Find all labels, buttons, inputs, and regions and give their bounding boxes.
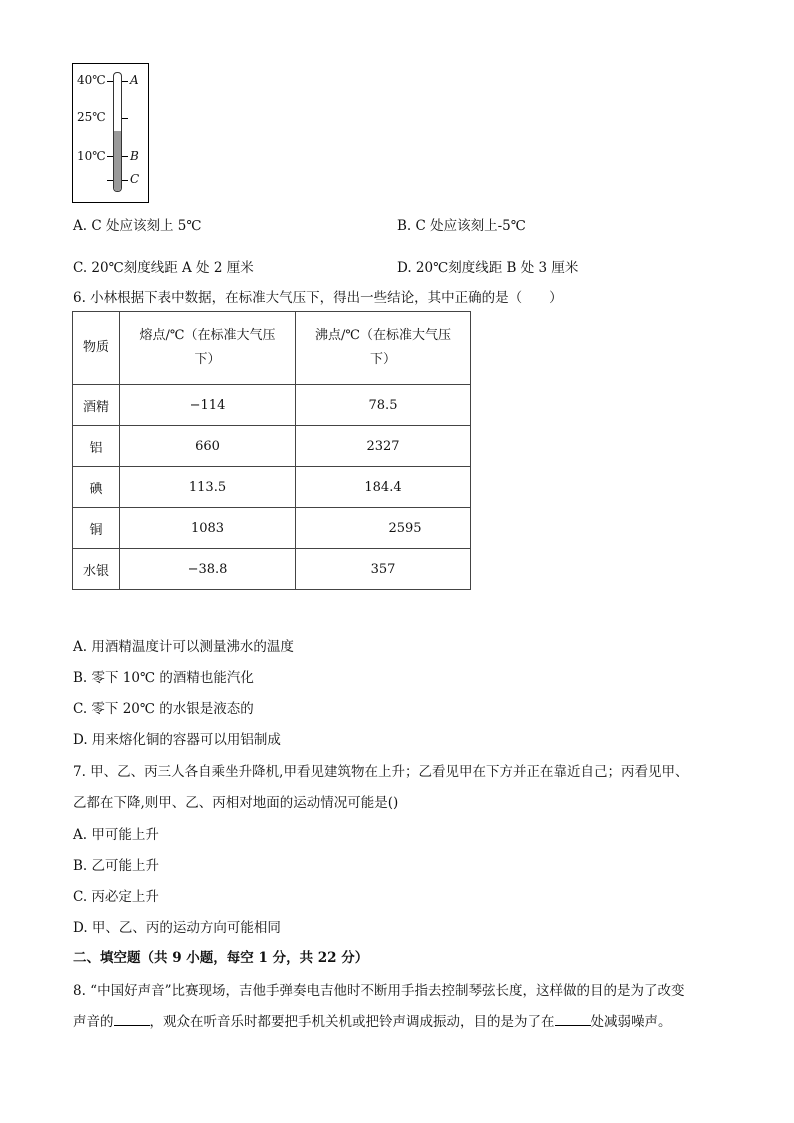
table-row [73,467,471,508]
q7-stem-line1: 7. 甲、乙、丙三人各自乘坐升降机,甲看见建筑物在上升；乙看见甲在下方并正在靠近自己；丙看见甲、 [73,764,689,780]
letter-b: B [130,149,139,163]
thermometer-liquid [114,131,121,191]
q7-option-d: D. 甲、乙、丙的运动方向可能相同 [73,920,281,936]
table-cell: 铜 [73,508,120,549]
q7-option-b: B. 乙可能上升 [73,858,160,874]
q5-option-b: B. C 处应该刻上-5℃ [397,218,526,234]
header-melting-point [120,312,296,385]
header-melting-line1: 熔点/℃（在标准大气压 [139,328,276,343]
answer-blank-2[interactable] [555,1013,591,1026]
tick-c-right [122,180,128,181]
table-cell: 酒精 [73,385,120,426]
q6-stem: 6. 小林根据下表中数据，在标准大气压下，得出一些结论，其中正确的是（ ） [73,290,563,306]
q8-text-part1: 声音的 [73,1014,114,1030]
data-table [72,311,471,590]
table-cell: 1083 [120,508,296,549]
q6-option-c: C. 零下 20℃ 的水银是液态的 [73,701,254,717]
q5-option-d: D. 20℃刻度线距 B 处 3 厘米 [397,260,579,276]
q6-option-d: D. 用来熔化铜的容器可以用铝制成 [73,732,281,748]
table-cell: −38.8 [120,549,296,590]
q8-line2 [73,1010,672,1030]
q5-option-c: C. 20℃刻度线距 A 处 2 厘米 [73,260,254,276]
thermometer-tube [113,72,122,192]
tick-10-right [122,156,128,157]
letter-a: A [130,73,139,87]
header-substance: 物质 [73,312,120,385]
answer-blank-1[interactable] [114,1013,150,1026]
q8-text-part3: 处减弱噪声。 [590,1014,672,1030]
table-cell: 2595 [296,508,471,549]
q8-line1: 8. “中国好声音”比赛现场，吉他手弹奏电吉他时不断用手指去控制琴弦长度，这样做的目的是为了改变 [73,983,685,999]
table-row [73,385,471,426]
label-25: 25℃ [77,110,106,124]
label-10: 10℃ [77,149,106,163]
tick-40-right [122,81,128,82]
tick-40-left [107,81,113,82]
q5-option-a: A. C 处应该刻上 5℃ [73,218,202,234]
table-cell: 水银 [73,549,120,590]
q7-option-c: C. 丙必定上升 [73,889,159,905]
q7-stem-line2: 乙都在下降,则甲、乙、丙相对地面的运动情况可能是() [73,795,399,811]
q6-option-b: B. 零下 10℃ 的酒精也能汽化 [73,670,254,686]
q6-option-a: A. 用酒精温度计可以测量沸水的温度 [73,639,294,655]
q7-option-a: A. 甲可能上升 [73,827,159,843]
table-cell: 碘 [73,467,120,508]
thermometer-figure [72,63,149,203]
tick-10-left [107,156,113,157]
letter-c: C [130,172,140,186]
header-boiling-point [296,312,471,385]
tick-c-left [107,180,113,181]
label-40: 40℃ [77,73,106,87]
table-header-row [73,312,471,385]
table-cell: 184.4 [296,467,471,508]
table-cell: 78.5 [296,385,471,426]
q8-text-part2: ，观众在听音乐时都要把手机关机或把铃声调成振动，目的是为了在 [149,1014,555,1030]
table-row [73,508,471,549]
header-boiling-line2: 下） [369,352,396,367]
header-boiling-line1: 沸点/℃（在标准大气压 [315,328,451,343]
table-cell: 357 [296,549,471,590]
table-cell: −114 [120,385,296,426]
table-row [73,426,471,467]
header-melting-line2: 下） [194,352,221,367]
table-cell: 2327 [296,426,471,467]
section-title: 二、填空题（共 9 小题，每空 1 分，共 22 分） [73,950,369,966]
table-cell: 660 [120,426,296,467]
tick-25-right [122,118,128,119]
table-row [73,549,471,590]
table-cell: 113.5 [120,467,296,508]
table-cell: 铝 [73,426,120,467]
